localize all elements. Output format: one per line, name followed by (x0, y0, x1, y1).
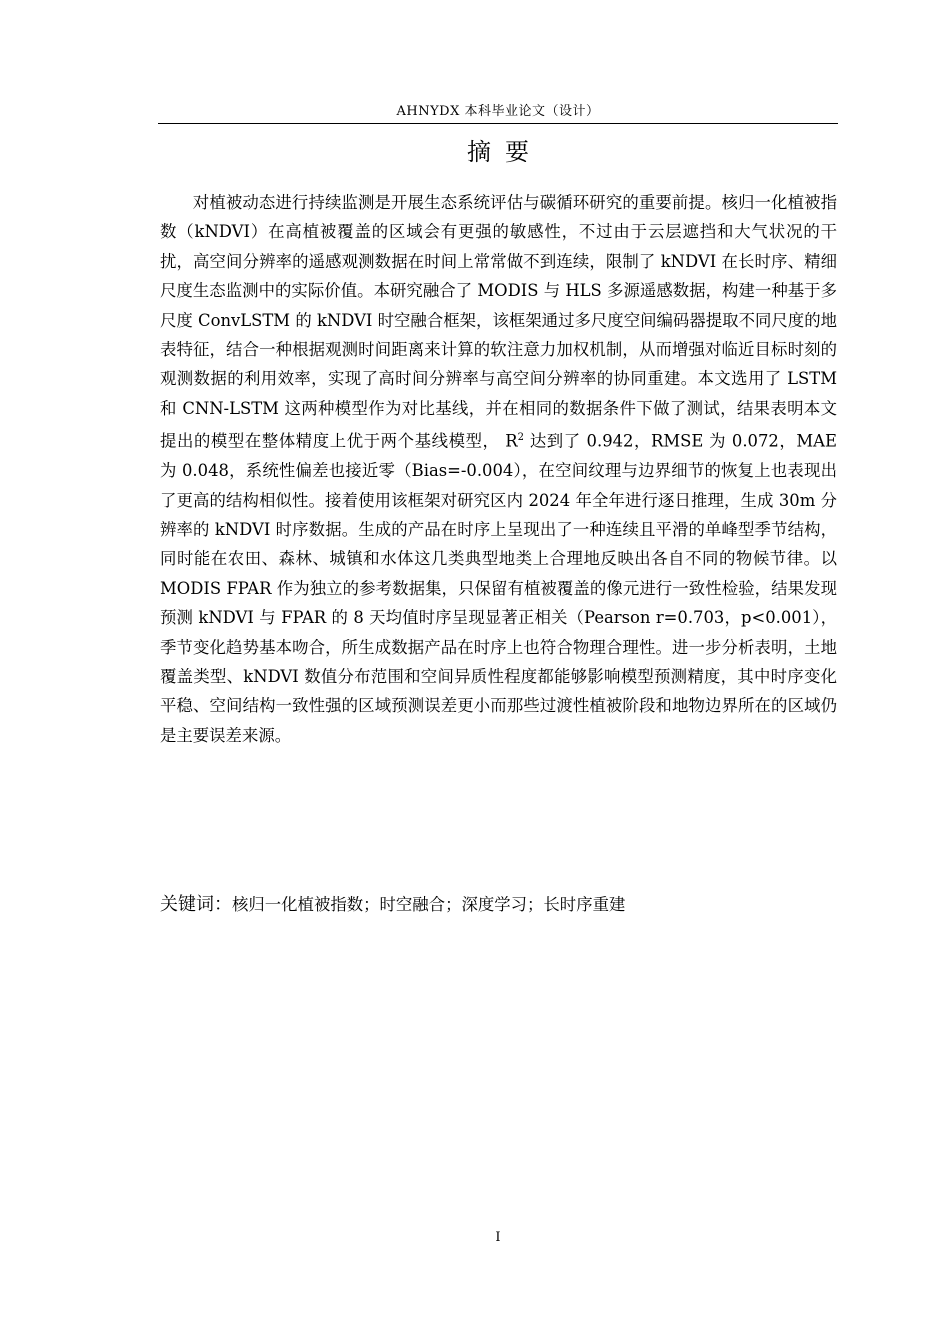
abstract-text-part-2: 达到了 0.942，RMSE 为 0.072，MAE 为 0.048，系统性偏差也接近零（Bias=-0.004），在空间纹理与边界细节的恢复上也表现出了更高的结构相似性。接着使用该框架对研究区内 2024 年全年进行逐日推理，生成 30m 分辨率的 kNDVI 时序数据。生成的产品在时序上呈现出了一种连续且平滑的单峰型季节结构，同时能在农田、森林、城镇和水体这几类典型地类上合理地反映出各自不同的物候节律。以 MODIS FPAR 作为独立的参考数据集，只保留有植被覆盖的像元进行一致性检验，结果发现预测 kNDVI 与 FPAR 的 8 天均值时序呈现显著正相关（Pearson r=0.703，p<0.001），季节变化趋势基本吻合，所生成数据产品在时序上也符合物理合理性。进一步分析表明，土地覆盖类型、kNDVI 数值分布范围和空间异质性程度都能够影响模型预测精度，其中时序变化平稳、空间结构一致性强的区域预测误差更小而那些过渡性植被阶段和地物边界所在的区域仍是主要误差来源。 (160, 431, 837, 745)
abstract-text-part-1: 对植被动态进行持续监测是开展生态系统评估与碳循环研究的重要前提。核归一化植被指数（kNDVI）在高植被覆盖的区域会有更强的敏感性，不过由于云层遮挡和大气状况的干扰，高空间分辨率的遥感观测数据在时间上常常做不到连续，限制了 kNDVI 在长时序、精细尺度生态监测中的实际价值。本研究融合了 MODIS 与 HLS 多源遥感数据，构建一种基于多尺度 ConvLSTM 的 kNDVI 时空融合框架，该框架通过多尺度空间编码器提取不同尺度的地表特征，结合一种根据观测时间距离来计算的软注意力加权机制，从而增强对临近目标时刻的观测数据的利用效率，实现了高时间分辨率与高空间分辨率的协同重建。本文选用了 LSTM 和 CNN-LSTM 这两种模型作为对比基线，并在相同的数据条件下做了测试，结果表明本文提出的模型在整体精度上优于两个基线模型， R (160, 193, 837, 451)
running-header: AHNYDX 本科毕业论文（设计） (396, 104, 600, 119)
abstract-title: 摘要 (467, 138, 543, 166)
page-number: I (495, 1230, 501, 1245)
abstract-body (160, 188, 837, 750)
keywords-label: 关键词： (160, 894, 232, 915)
r-squared-superscript: 2 (517, 432, 525, 444)
keywords-line (160, 891, 837, 919)
keywords-value: 核归一化植被指数；时空融合；深度学习；长时序重建 (232, 895, 626, 914)
header-rule (158, 123, 838, 124)
